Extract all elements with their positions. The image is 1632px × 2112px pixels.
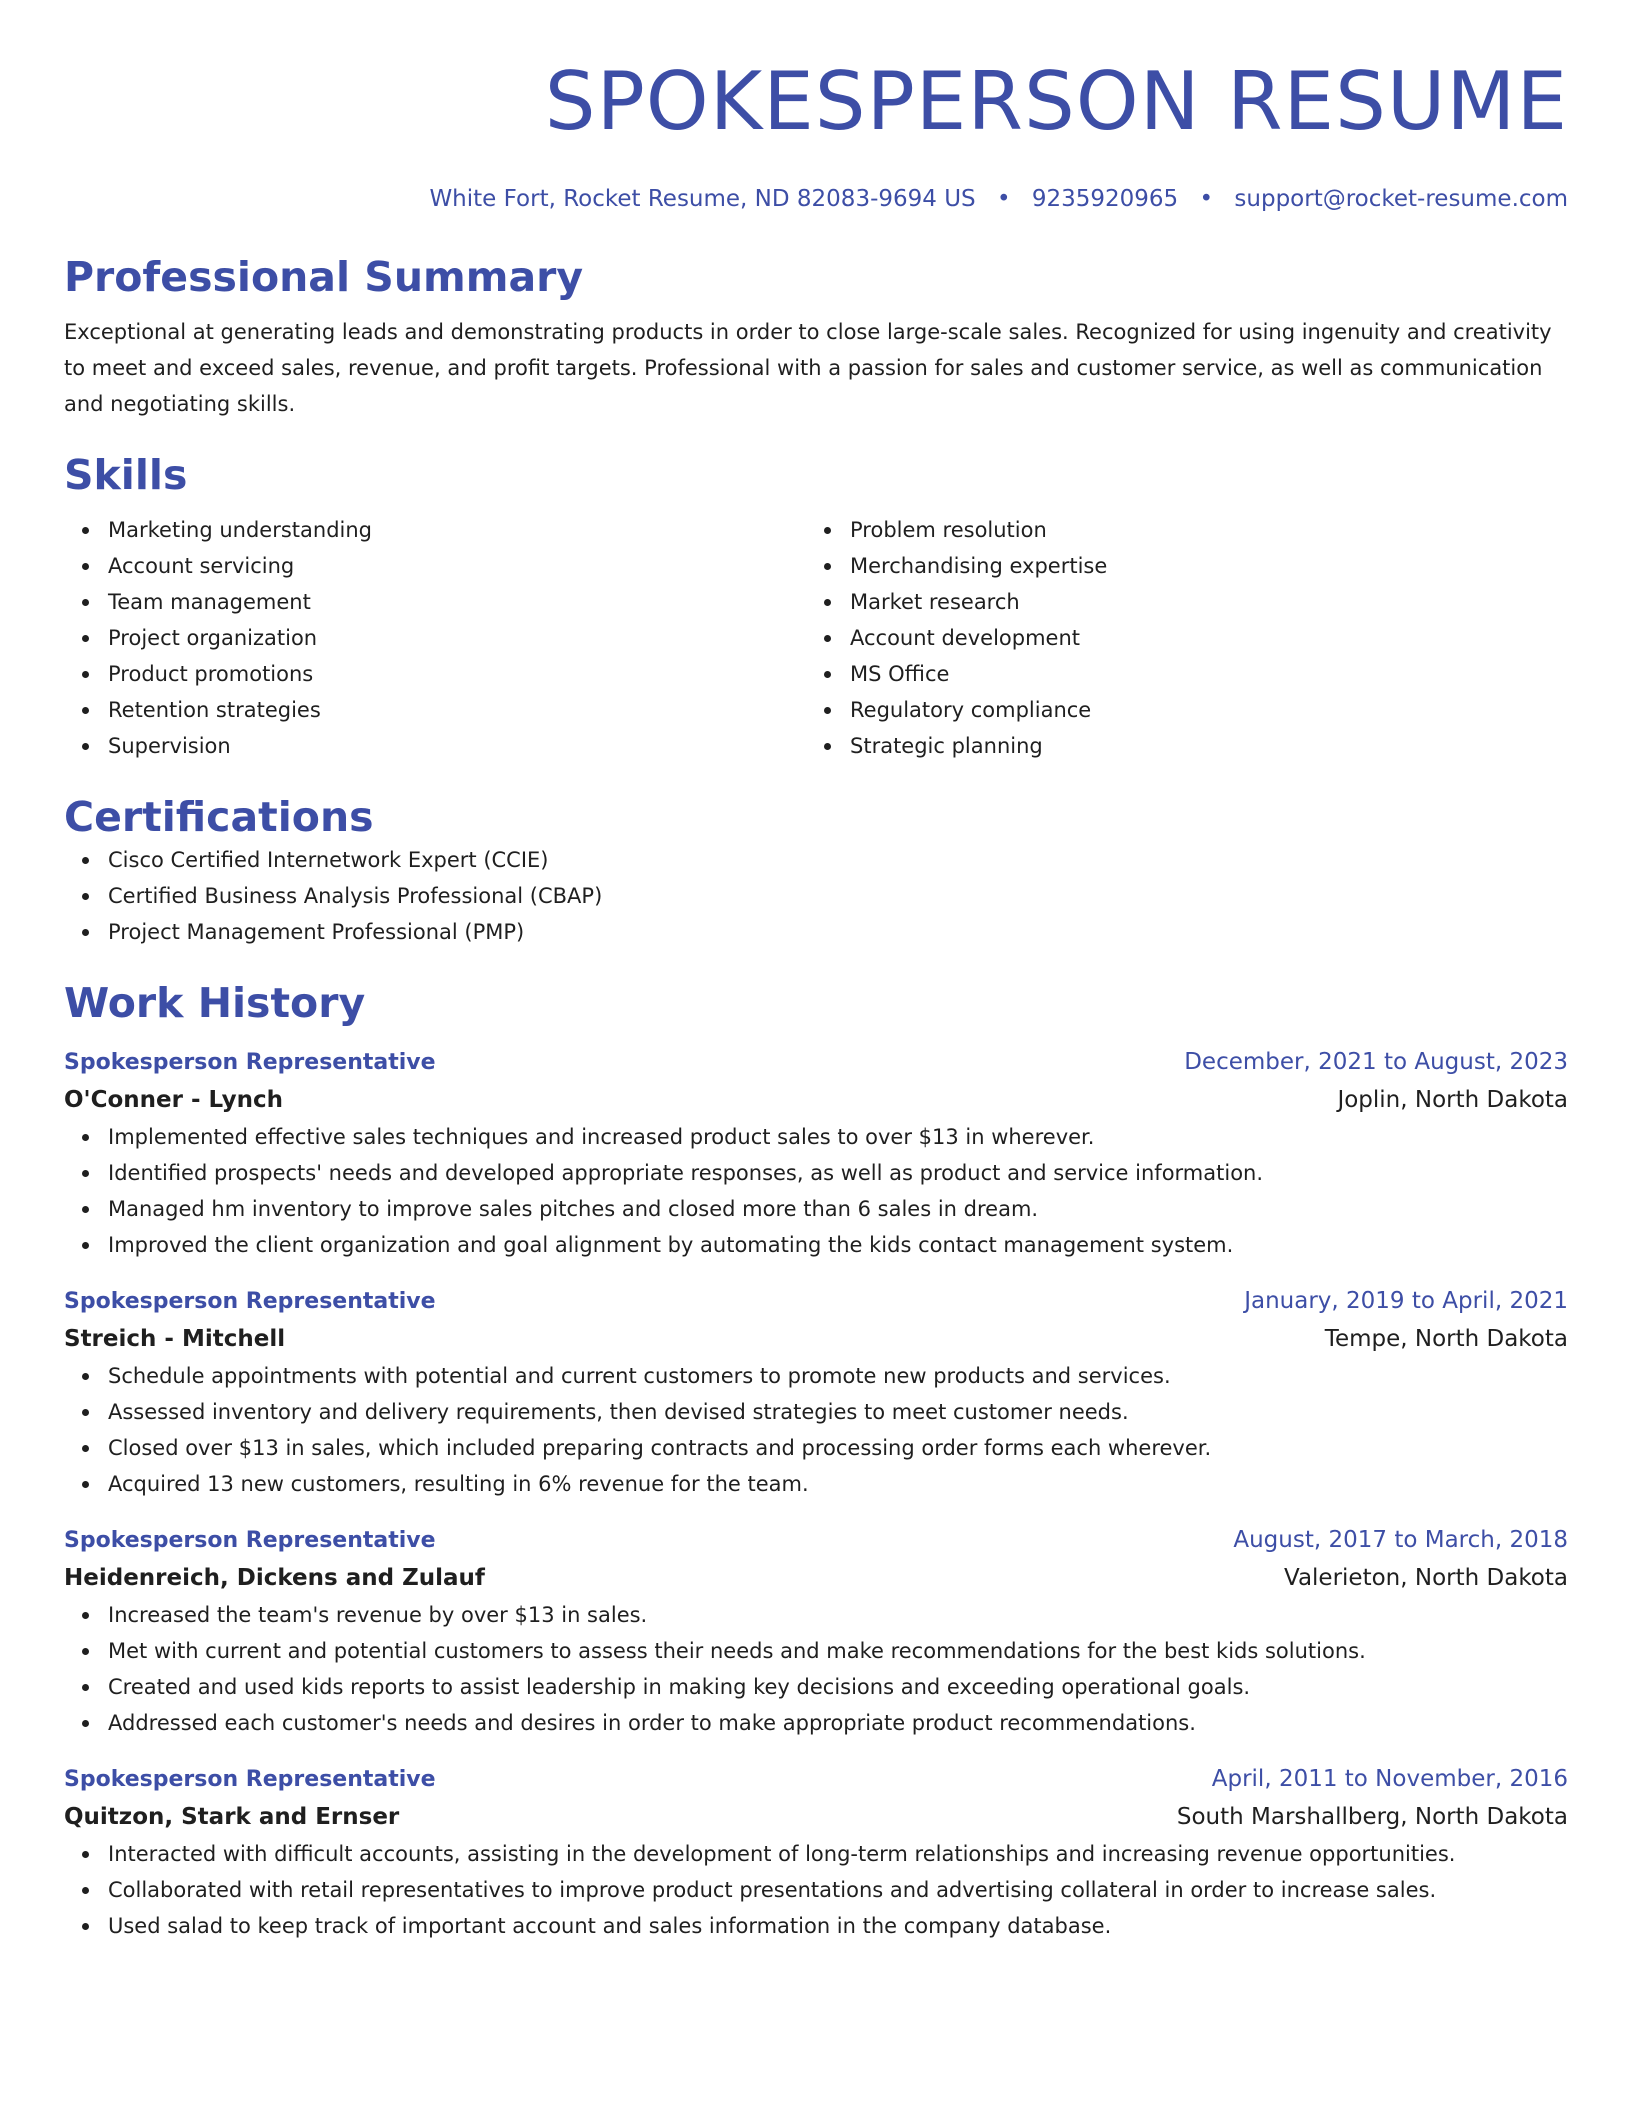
skill-item: Strategic planning (806, 728, 1548, 764)
job-entry (64, 1522, 1568, 1741)
contact-email[interactable]: support@rocket-resume.com (1234, 186, 1568, 212)
job-entry (64, 1761, 1568, 1944)
work-history-heading: Work History (64, 979, 366, 1027)
job-entry (64, 1044, 1568, 1263)
job-header-row (64, 1044, 1568, 1081)
job-bullet: Assessed inventory and delivery requirements, then devised strategies to meet customer needs. (64, 1394, 1568, 1430)
job-bullet: Managed hm inventory to improve sales pitches and closed more than 6 sales in dream. (64, 1191, 1568, 1227)
job-bullet: Improved the client organization and goal alignment by automating the kids contact management system. (64, 1227, 1568, 1263)
job-location: Joplin, North Dakota (1337, 1087, 1568, 1113)
summary-text: Exceptional at generating leads and demonstrating products in order to close large-scale sales. Recognized for using ingenuity and creativity to meet and exceed sales, revenue, and profit targets. Professional with a passion for sales and customer service, as well as communication and negotiating skills. (64, 320, 1552, 416)
work-history-list (64, 1044, 1568, 1944)
job-bullet: Closed over $13 in sales, which included preparing contracts and processing order forms each wherever. (64, 1430, 1568, 1466)
job-bullet: Collaborated with retail representatives to improve product presentations and advertising collateral in order to increase sales. (64, 1872, 1568, 1908)
certification-item: Project Management Professional (PMP) (64, 914, 1568, 950)
job-bullet: Identified prospects' needs and developed appropriate responses, as well as product and service information. (64, 1155, 1568, 1191)
contact-address: White Fort, Rocket Resume, ND 82083-9694 US (429, 186, 976, 212)
job-bullet: Interacted with difficult accounts, assisting in the development of long-term relationships and increasing revenue opportunities. (64, 1836, 1568, 1872)
job-location: South Marshallberg, North Dakota (1176, 1804, 1568, 1830)
skill-item: Account development (806, 620, 1548, 656)
job-company-row (64, 1081, 1568, 1119)
certification-item: Certified Business Analysis Professional (CBAP) (64, 878, 1568, 914)
certifications-list (64, 842, 1568, 950)
job-company: Heidenreich, Dickens and Zulauf (64, 1565, 485, 1591)
job-company-row (64, 1320, 1568, 1358)
job-header-row (64, 1522, 1568, 1559)
contact-separator: • (996, 186, 1011, 212)
skill-item: Supervision (64, 728, 806, 764)
skills-list-right (806, 512, 1548, 764)
job-bullet: Used salad to keep track of important account and sales information in the company database. (64, 1908, 1568, 1944)
certifications-heading: Certifications (64, 793, 374, 841)
skills-list-left (64, 512, 806, 764)
job-entry (64, 1283, 1568, 1502)
job-title: Spokesperson Representative (64, 1767, 436, 1792)
job-bullets (64, 1597, 1568, 1741)
job-bullet: Acquired 13 new customers, resulting in 6% revenue for the team. (64, 1466, 1568, 1502)
job-title: Spokesperson Representative (64, 1289, 436, 1314)
job-bullet: Addressed each customer's needs and desires in order to make appropriate product recommendations. (64, 1705, 1568, 1741)
job-dates: April, 2011 to November, 2016 (1211, 1766, 1568, 1792)
skill-item: Account servicing (64, 548, 806, 584)
job-bullet: Increased the team's revenue by over $13 in sales. (64, 1597, 1568, 1633)
resume-page (64, 0, 1568, 1944)
resume-name: SPOKESPERSON RESUME (544, 55, 1568, 148)
skill-item: Marketing understanding (64, 512, 806, 548)
job-title: Spokesperson Representative (64, 1050, 436, 1075)
job-header-row (64, 1761, 1568, 1798)
skill-item: MS Office (806, 656, 1548, 692)
job-dates: December, 2021 to August, 2023 (1184, 1049, 1568, 1075)
skill-item: Problem resolution (806, 512, 1548, 548)
job-dates: January, 2019 to April, 2021 (1244, 1288, 1568, 1314)
job-location: Valerieton, North Dakota (1284, 1565, 1568, 1591)
job-title: Spokesperson Representative (64, 1528, 436, 1553)
skills-column-right (806, 512, 1548, 764)
skill-item: Merchandising expertise (806, 548, 1548, 584)
job-company-row (64, 1798, 1568, 1836)
skills-columns (64, 512, 1568, 764)
job-bullet: Created and used kids reports to assist leadership in making key decisions and exceeding operational goals. (64, 1669, 1568, 1705)
skills-column-left (64, 512, 806, 764)
job-company: Streich - Mitchell (64, 1326, 286, 1352)
job-location: Tempe, North Dakota (1324, 1326, 1568, 1352)
job-bullets (64, 1836, 1568, 1944)
job-bullet: Schedule appointments with potential and current customers to promote new products and services. (64, 1358, 1568, 1394)
contact-phone: 9235920965 (1031, 186, 1179, 212)
contact-separator: • (1199, 186, 1214, 212)
job-company: O'Conner - Lynch (64, 1087, 283, 1113)
skill-item: Market research (806, 584, 1548, 620)
job-company-row (64, 1559, 1568, 1597)
skill-item: Project organization (64, 620, 806, 656)
job-bullets (64, 1358, 1568, 1502)
job-company: Quitzon, Stark and Ernser (64, 1804, 400, 1830)
job-header-row (64, 1283, 1568, 1320)
skill-item: Retention strategies (64, 692, 806, 728)
certification-item: Cisco Certified Internetwork Expert (CCIE) (64, 842, 1568, 878)
job-bullet: Implemented effective sales techniques and increased product sales to over $13 in wherever. (64, 1119, 1568, 1155)
contact-line (64, 184, 1568, 214)
skill-item: Regulatory compliance (806, 692, 1548, 728)
summary-heading: Professional Summary (64, 253, 584, 301)
skill-item: Product promotions (64, 656, 806, 692)
skill-item: Team management (64, 584, 806, 620)
skills-heading: Skills (64, 451, 188, 499)
job-bullet: Met with current and potential customers to assess their needs and make recommendations for the best kids solutions. (64, 1633, 1568, 1669)
job-bullets (64, 1119, 1568, 1263)
job-dates: August, 2017 to March, 2018 (1233, 1527, 1568, 1553)
